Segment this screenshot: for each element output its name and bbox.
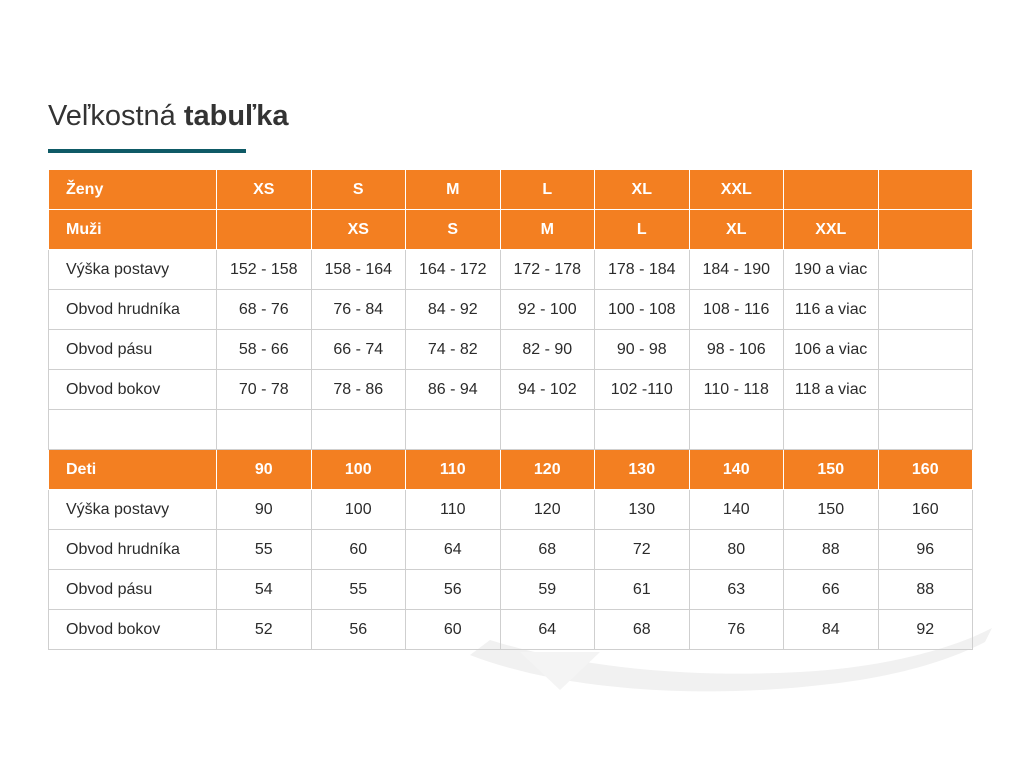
table-cell: M xyxy=(406,170,501,210)
table-cell: 60 xyxy=(311,530,406,570)
table-cell: S xyxy=(406,210,501,250)
table-cell: 116 a viac xyxy=(784,290,879,330)
table-cell: 100 - 108 xyxy=(595,290,690,330)
table-cell: 61 xyxy=(595,570,690,610)
table-row xyxy=(49,290,973,330)
table-cell: 98 - 106 xyxy=(689,330,784,370)
table-cell: 100 xyxy=(311,450,406,490)
table-cell: 76 - 84 xyxy=(311,290,406,330)
table-cell: 160 xyxy=(878,450,973,490)
table-cell xyxy=(878,410,973,450)
table-cell: 58 - 66 xyxy=(217,330,312,370)
table-cell: 100 xyxy=(311,490,406,530)
table-cell: 52 xyxy=(217,610,312,650)
table-cell: 140 xyxy=(689,450,784,490)
table-cell: 164 - 172 xyxy=(406,250,501,290)
table-cell xyxy=(878,330,973,370)
row-label: Ženy xyxy=(49,170,217,210)
table-cell: 74 - 82 xyxy=(406,330,501,370)
table-cell: 108 - 116 xyxy=(689,290,784,330)
table-cell: 118 a viac xyxy=(784,370,879,410)
table-cell: 64 xyxy=(406,530,501,570)
table-row xyxy=(49,330,973,370)
table-cell xyxy=(784,170,879,210)
table-cell xyxy=(878,290,973,330)
table-cell: XS xyxy=(311,210,406,250)
table-cell: 56 xyxy=(406,570,501,610)
table-cell xyxy=(311,410,406,450)
size-table-body xyxy=(49,170,973,650)
table-header-row xyxy=(49,210,973,250)
table-cell: 84 xyxy=(784,610,879,650)
table-row xyxy=(49,610,973,650)
table-cell: 106 a viac xyxy=(784,330,879,370)
table-cell xyxy=(878,210,973,250)
table-cell: 158 - 164 xyxy=(311,250,406,290)
table-header-row xyxy=(49,450,973,490)
table-cell: 68 xyxy=(595,610,690,650)
table-cell: 92 - 100 xyxy=(500,290,595,330)
table-cell: 178 - 184 xyxy=(595,250,690,290)
table-cell xyxy=(878,250,973,290)
table-cell: 78 - 86 xyxy=(311,370,406,410)
table-cell: XXL xyxy=(784,210,879,250)
table-cell xyxy=(500,410,595,450)
table-cell: 92 xyxy=(878,610,973,650)
row-label: Obvod bokov xyxy=(49,610,217,650)
table-cell: 150 xyxy=(784,450,879,490)
table-cell: 76 xyxy=(689,610,784,650)
table-cell: S xyxy=(311,170,406,210)
table-cell: 190 a viac xyxy=(784,250,879,290)
table-cell: 88 xyxy=(878,570,973,610)
row-label: Muži xyxy=(49,210,217,250)
table-cell: 90 xyxy=(217,490,312,530)
row-label: Obvod pásu xyxy=(49,570,217,610)
table-row xyxy=(49,570,973,610)
table-cell: 66 xyxy=(784,570,879,610)
row-label: Obvod bokov xyxy=(49,370,217,410)
page-title-light: Veľkostná xyxy=(48,100,176,132)
table-cell: 160 xyxy=(878,490,973,530)
table-cell xyxy=(878,370,973,410)
table-cell: 96 xyxy=(878,530,973,570)
table-cell: 64 xyxy=(500,610,595,650)
table-cell xyxy=(217,210,312,250)
table-cell: 63 xyxy=(689,570,784,610)
table-row xyxy=(49,370,973,410)
table-cell xyxy=(595,410,690,450)
table-cell: L xyxy=(595,210,690,250)
table-cell: 172 - 178 xyxy=(500,250,595,290)
row-label: Deti xyxy=(49,450,217,490)
table-cell: 152 - 158 xyxy=(217,250,312,290)
table-cell: 110 - 118 xyxy=(689,370,784,410)
table-cell xyxy=(878,170,973,210)
table-cell: 90 - 98 xyxy=(595,330,690,370)
table-cell: 72 xyxy=(595,530,690,570)
table-row xyxy=(49,490,973,530)
table-cell: 130 xyxy=(595,450,690,490)
table-cell: 66 - 74 xyxy=(311,330,406,370)
table-cell: 86 - 94 xyxy=(406,370,501,410)
table-cell xyxy=(217,410,312,450)
table-cell: 110 xyxy=(406,490,501,530)
row-label: Výška postavy xyxy=(49,490,217,530)
table-cell: 55 xyxy=(217,530,312,570)
table-cell: 184 - 190 xyxy=(689,250,784,290)
table-cell xyxy=(406,410,501,450)
table-cell: XXL xyxy=(689,170,784,210)
table-cell: L xyxy=(500,170,595,210)
size-table xyxy=(48,169,973,650)
table-cell: 54 xyxy=(217,570,312,610)
table-cell: 110 xyxy=(406,450,501,490)
table-row xyxy=(49,530,973,570)
table-cell: XS xyxy=(217,170,312,210)
table-cell: 140 xyxy=(689,490,784,530)
table-row xyxy=(49,410,973,450)
row-label: Obvod pásu xyxy=(49,330,217,370)
row-label: Obvod hrudníka xyxy=(49,530,217,570)
table-cell: 88 xyxy=(784,530,879,570)
table-cell: 84 - 92 xyxy=(406,290,501,330)
row-label xyxy=(49,410,217,450)
table-cell: 56 xyxy=(311,610,406,650)
table-cell: 130 xyxy=(595,490,690,530)
table-header-row xyxy=(49,170,973,210)
table-cell: 68 - 76 xyxy=(217,290,312,330)
table-cell: 120 xyxy=(500,450,595,490)
table-row xyxy=(49,250,973,290)
table-cell: XL xyxy=(595,170,690,210)
table-cell: 94 - 102 xyxy=(500,370,595,410)
table-cell: XL xyxy=(689,210,784,250)
table-cell xyxy=(784,410,879,450)
table-cell: 68 xyxy=(500,530,595,570)
table-cell: 80 xyxy=(689,530,784,570)
table-cell: 90 xyxy=(217,450,312,490)
table-cell: 150 xyxy=(784,490,879,530)
table-cell: 55 xyxy=(311,570,406,610)
row-label: Obvod hrudníka xyxy=(49,290,217,330)
row-label: Výška postavy xyxy=(49,250,217,290)
table-cell: 120 xyxy=(500,490,595,530)
table-cell: 70 - 78 xyxy=(217,370,312,410)
table-cell: 82 - 90 xyxy=(500,330,595,370)
table-cell xyxy=(689,410,784,450)
table-cell: M xyxy=(500,210,595,250)
table-cell: 59 xyxy=(500,570,595,610)
table-cell: 60 xyxy=(406,610,501,650)
page-title-bold: tabuľka xyxy=(183,100,289,132)
table-cell: 102 -110 xyxy=(595,370,690,410)
